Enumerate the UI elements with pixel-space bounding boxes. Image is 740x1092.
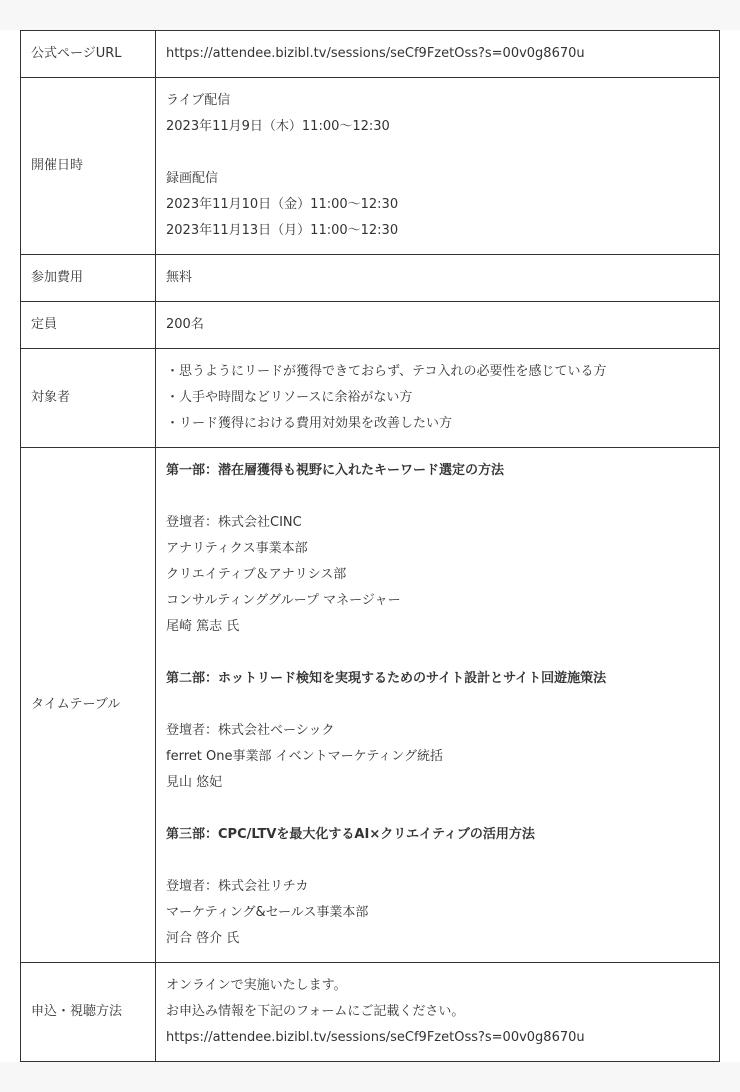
part1-speaker-line: クリエイティブ＆アナリシス部: [166, 567, 347, 582]
spacer: [166, 640, 709, 666]
spacer: [166, 692, 709, 718]
apply-line: オンラインで実施いたします。: [166, 978, 347, 993]
audience-item: ・リード獲得における費用対効果を改善したい方: [166, 416, 453, 431]
official-url-link[interactable]: https://attendee.bizibl.tv/sessions/seCf9FzetOss?s=00v0g8670u: [166, 46, 585, 61]
recorded-date: 2023年11月10日（金）11:00～12:30: [166, 197, 399, 212]
part1-speaker-line: 尾崎 篤志 氏: [166, 619, 240, 634]
value-apply: [156, 963, 720, 1062]
spacer: [166, 484, 709, 510]
label-audience: 対象者: [21, 349, 156, 448]
part1-speaker-line: コンサルティンググループ マネージャー: [166, 593, 401, 608]
value-fee: 無料: [156, 255, 720, 302]
label-capacity: 定員: [21, 302, 156, 349]
label-fee: 参加費用: [21, 255, 156, 302]
apply-line: お申込み情報を下記のフォームにご記載ください。: [166, 1004, 465, 1019]
audience-item: ・人手や時間などリソースに余裕がない方: [166, 390, 413, 405]
spacer: [166, 796, 709, 822]
live-title: ライブ配信: [166, 93, 231, 108]
row-timetable: [21, 448, 720, 963]
part3-speaker-line: 河合 啓介 氏: [166, 931, 240, 946]
part1-title: 第一部：潜在層獲得も視野に入れたキーワード選定の方法: [166, 463, 505, 478]
value-timetable: [156, 448, 720, 963]
row-apply: [21, 963, 720, 1062]
value-capacity: 200名: [156, 302, 720, 349]
part1-speaker-line: 登壇者：株式会社CINC: [166, 515, 302, 530]
row-official-url: [21, 31, 720, 78]
part2-title: 第二部：ホットリード検知を実現するためのサイト設計とサイト回遊施策法: [166, 671, 607, 686]
event-info-table: [20, 30, 720, 1062]
label-timetable: タイムテーブル: [21, 448, 156, 963]
spacer: [166, 848, 709, 874]
spacer: [166, 140, 709, 166]
label-apply: 申込・視聴方法: [21, 963, 156, 1062]
value-audience: [156, 349, 720, 448]
part3-speaker-line: マーケティング&セールス事業本部: [166, 905, 369, 920]
row-capacity: [21, 302, 720, 349]
apply-url-link[interactable]: https://attendee.bizibl.tv/sessions/seCf9FzetOss?s=00v0g8670u: [166, 1030, 585, 1045]
part3-speaker-line: 登壇者：株式会社リチカ: [166, 879, 309, 894]
part1-speaker-line: アナリティクス事業本部: [166, 541, 308, 556]
part3-title: 第三部：CPC/LTVを最大化するAI×クリエイティブの活用方法: [166, 827, 535, 842]
row-audience: [21, 349, 720, 448]
label-datetime: 開催日時: [21, 78, 156, 255]
label-official-url: 公式ページURL: [21, 31, 156, 78]
audience-item: ・思うようにリードが獲得できておらず、テコ入れの必要性を感じている方: [166, 364, 607, 379]
live-date: 2023年11月9日（木）11:00～12:30: [166, 119, 390, 134]
row-datetime: [21, 78, 720, 255]
part2-speaker-line: 見山 悠妃: [166, 775, 223, 790]
recorded-date: 2023年11月13日（月）11:00～12:30: [166, 223, 399, 238]
part2-speaker-line: ferret One事業部 イベントマーケティング統括: [166, 749, 444, 764]
value-datetime: [156, 78, 720, 255]
part2-speaker-line: 登壇者：株式会社ベーシック: [166, 723, 335, 738]
row-fee: [21, 255, 720, 302]
recorded-title: 録画配信: [166, 171, 219, 186]
event-info-sheet: [0, 30, 740, 1062]
value-official-url: [156, 31, 720, 78]
